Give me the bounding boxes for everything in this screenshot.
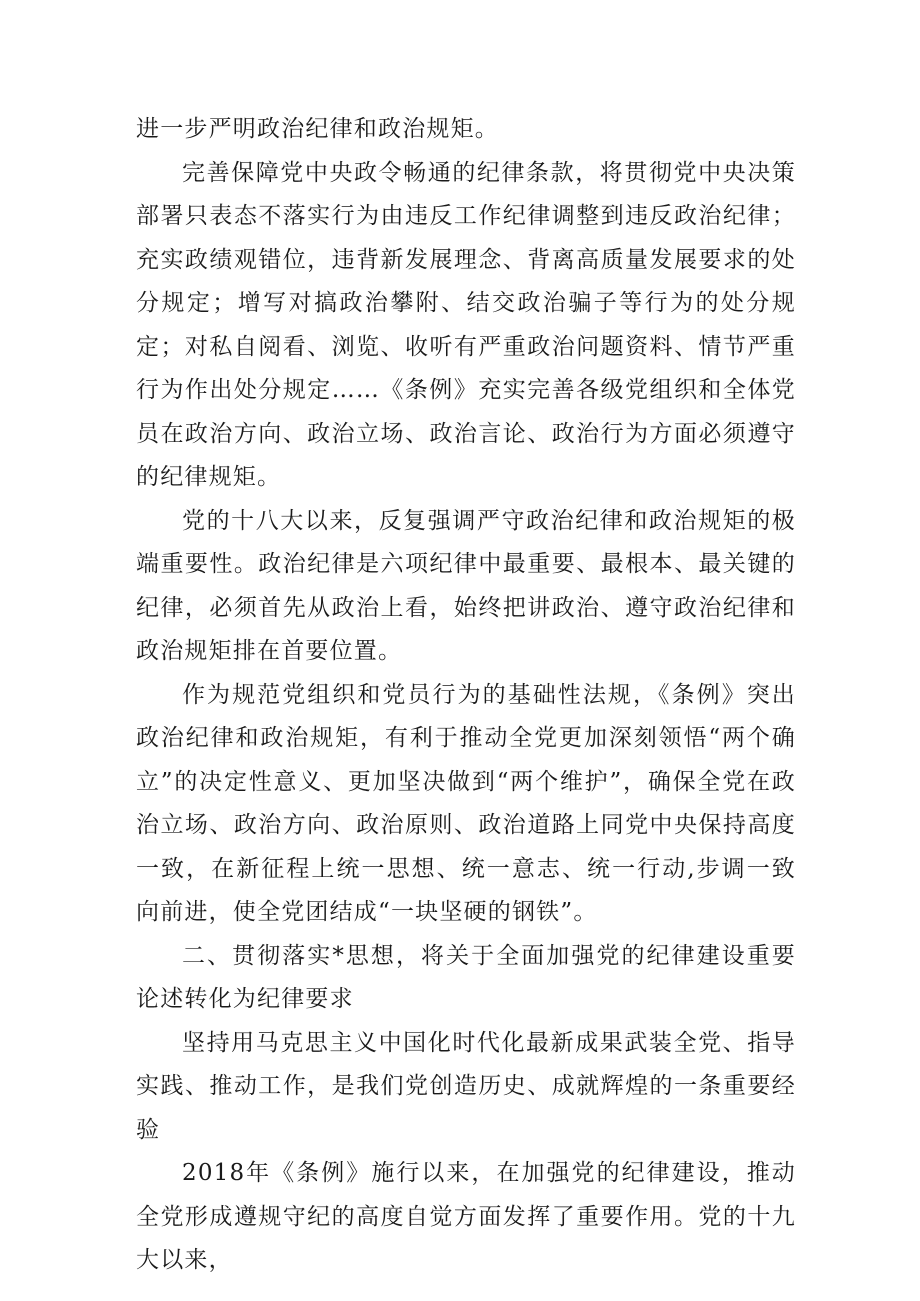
paragraph: 作为规范党组织和党员行为的基础性法规，《条例》突出政治纪律和政治规矩，有利于推动全党更加深刻领悟“两个确立”的决定性意义、更加坚决做到“两个维护”，确保全党在政治立场、政治方向、政治原则、政治道路上同党中央保持高度一致，在新征程上统一思想、统一意志、统一行动,步调一致向前进，使全党团结成“一块坚硬的钢铁”。 xyxy=(136,681,796,925)
paragraph: 坚持用马克思主义中国化时代化最新成果武装全党、指导实践、推动工作，是我们党创造历史、成就辉煌的一条重要经验 xyxy=(136,1029,796,1143)
paragraph: 进一步严明政治纪律和政治规矩。 xyxy=(136,116,499,142)
paragraph: 完善保障党中央政令畅通的纪律条款，将贯彻党中央决策部署只表态不落实行为由违反工作纪律调整到违反政治纪律；充实政绩观错位，违背新发展理念、背离高质量发展要求的处分规定；增写对搞政治攀附、结交政治骗子等行为的处分规定；对私自阅看、浏览、收听有严重政治问题资料、情节严重行为作出处分规定……《条例》充实完善各级党组织和全体党员在政治方向、政治立场、政治言论、政治行为方面必须遵守的纪律规矩。 xyxy=(136,159,796,490)
document-body xyxy=(136,108,796,1283)
paragraph: 2018年《条例》施行以来，在加强党的纪律建设，推动全党形成遵规守纪的高度自觉方面发挥了重要作用。党的十九大以来， xyxy=(136,1160,796,1273)
section-heading: 二、贯彻落实*思想，将关于全面加强党的纪律建设重要论述转化为纪律要求 xyxy=(136,942,796,1012)
paragraph: 党的十八大以来，反复强调严守政治纪律和政治规矩的极端重要性。政治纪律是六项纪律中最重要、最根本、最关键的纪律，必须首先从政治上看，始终把讲政治、遵守政治纪律和政治规矩排在首要位置。 xyxy=(136,507,796,664)
